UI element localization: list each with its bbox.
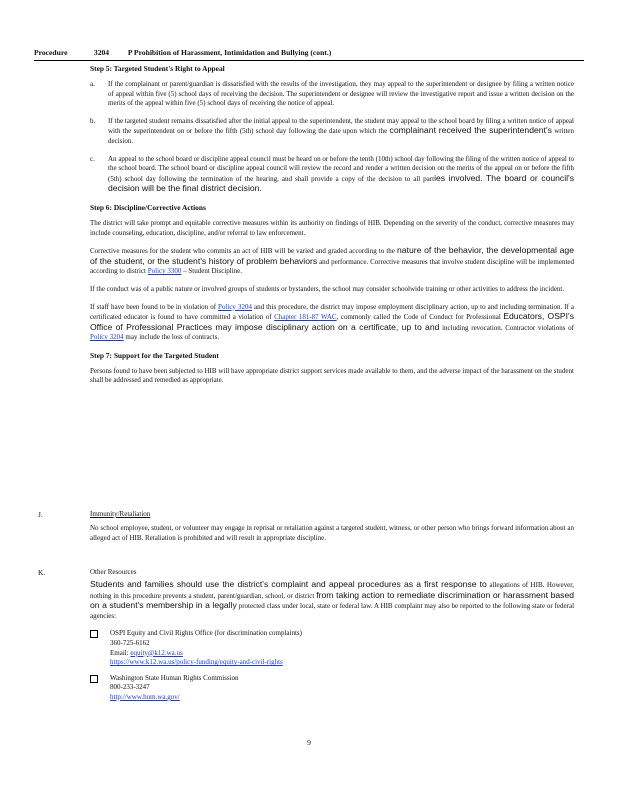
procedure-header <box>34 46 584 61</box>
para-text-emphasis: nature of the behavior, the developmental age of the student, or the student's history of problem behaviors <box>90 245 574 266</box>
policy-3300-link[interactable]: Policy 3300 <box>147 267 182 276</box>
resource-url-link[interactable]: https://www.k12.wa.us/policy-funding/equity-and-civil-rights <box>110 658 283 667</box>
resource-name: OSPI Equity and Civil Rights Office (for discrimination complaints) <box>110 629 302 638</box>
item-text: If the complainant or parent/guardian is dissatisfied with the results of the investigation, they may appeal to the superintendent or designee by filing a written notice of appeal within five (5) school days of receiving the decision. The superintendent or designee will review the investigative report and issue a written decision on the merits of the appeal within five (5) school days of receiving the notice of appeal. <box>108 80 574 108</box>
chapter-181-87-wac-link[interactable]: Chapter 181-87 WAC <box>274 313 337 322</box>
email-label: Email: <box>110 648 129 657</box>
para-text: and performance. Corrective measures that involve student discipline will be implemented according to district <box>90 257 574 276</box>
para-text: including revocation. Contractor violations of <box>442 323 575 332</box>
section-j-text: No school employee, student, or volunteer may engage in reprisal or retaliation against a targeted student, witness, or other person who brings forward information about an alleged act of HIB. Retaliation is prohibited and will result in appropriate discipline. <box>90 524 574 542</box>
resource-email-row <box>110 649 574 659</box>
step7-paragraph: Persons found to have been subjected to HIB will have appropriate district support services made available to them, and the adverse impact of the harassment on the student shall be addressed and remedied as appropriate. <box>90 366 574 385</box>
step6-title: Step 6: Discipline/Corrective Actions <box>90 202 206 212</box>
section-k-text <box>90 580 574 621</box>
resource-phone: 360-725-6162 <box>110 638 150 647</box>
para-text-emphasis: Students and families should use the district's complaint and appeal procedures as a first response to <box>90 579 487 589</box>
procedure-body <box>64 64 574 394</box>
step6-paragraph-2 <box>90 246 574 277</box>
resource-item <box>110 674 574 703</box>
step6-paragraph-3: If the conduct was of a public nature or involved groups of students or bystanders, the school may consider schoolwide training or other activities to address the incident. <box>90 284 565 293</box>
step6-paragraph-4 <box>90 303 574 343</box>
step7-title: Step 7: Support for the Targeted Student <box>90 350 219 360</box>
para-text: may include the loss of contracts. <box>125 333 220 342</box>
checkbox-bullet-icon <box>90 630 98 638</box>
para-text: If staff have been found to be in violation of <box>90 302 217 311</box>
step5-item-a <box>90 80 574 109</box>
item-text: If the targeted student remains dissatisfied after the initial appeal to the superintendent, the student may appeal to the school board by filing a written notice of appeal with the superintendent on or before the fifth (5th) school day following the date upon which the <box>108 116 574 136</box>
step6-paragraph-1: The district will take prompt and equitable corrective measures within its authority on findings of HIB. Depending on the severity of the conduct, corrective measures may include counseling, education, discipline, and/or referral to law enforcement. <box>90 218 574 237</box>
item-text-emphasis: complainant received the superintendent's <box>389 125 552 136</box>
step5-item-b <box>90 116 575 147</box>
section-letter: J. <box>38 510 43 519</box>
step5-title: Step 5: Targeted Student's Right to Appeal <box>90 64 225 73</box>
resource-item <box>110 629 574 667</box>
item-text-emphasis: ies involved. The board or council's decision will be the final district decision. <box>108 172 574 194</box>
para-text: and this procedure, the district may impose employment disciplinary action, up to and including termination. If a certificated educator is found to have committed a violation of <box>90 302 575 322</box>
item-letter: b. <box>90 116 96 125</box>
section-label: Other Resources <box>90 568 137 576</box>
procedure-number: 3204 <box>93 48 110 57</box>
procedure-label: Procedure <box>34 48 68 57</box>
email-link[interactable]: equity@k12.wa.us <box>130 648 183 657</box>
resource-name: Washington State Human Rights Commission <box>110 673 239 682</box>
para-text: Corrective measures for the student who commits an act of HIB will be varied and graded according to the <box>90 247 395 256</box>
item-text: An appeal to the school board or discipline appeal council must be heard on or before the tenth (10th) school day following the filing of the written notice of appeal to the school board. The school board or discipline appeal council will review the record and render a written decision on the merits of the appeal on or before the fifth (5th) school day following the termination of the hearing, and shall provide a copy of the decision to all part <box>108 154 574 183</box>
checkbox-bullet-icon <box>90 675 98 683</box>
item-text-end: written decision. <box>108 127 575 145</box>
para-text: – Student Discipline. <box>183 267 243 276</box>
policy-3204-link[interactable]: Policy 3204 <box>218 302 252 311</box>
item-letter: a. <box>90 80 95 88</box>
section-label: Immunity/Retaliation <box>90 510 151 518</box>
para-text-emphasis: from taking action to remediate discrimination or harassment based on a student's membership in a legally <box>90 589 574 611</box>
para-text: , commonly called the Code of Conduct for Professional <box>336 313 501 322</box>
policy-3204-link[interactable]: Policy 3204 <box>90 333 124 342</box>
para-text: allegations of HIB. However, nothing in this procedure prevents a student, parent/guardian, school, or district <box>90 581 575 600</box>
item-letter: c. <box>90 154 95 163</box>
section-letter: K. <box>38 568 46 577</box>
page-number: 9 <box>307 738 311 747</box>
resource-url-link[interactable]: http://www.hum.wa.gov/ <box>110 692 180 701</box>
procedure-title: P Prohibition of Harassment, Intimidation and Bullying (cont.) <box>127 48 332 57</box>
para-text: protected class under local, state or federal law. A HIB complaint may also be reported to the following state or federal agencies: <box>90 602 575 620</box>
para-text-emphasis: Educators, OSPI's Office of Professional Practices may impose disciplinary action on a certificate, up to and <box>90 311 574 332</box>
resource-phone: 800-233-3247 <box>110 683 150 692</box>
step5-item-c <box>90 154 574 195</box>
